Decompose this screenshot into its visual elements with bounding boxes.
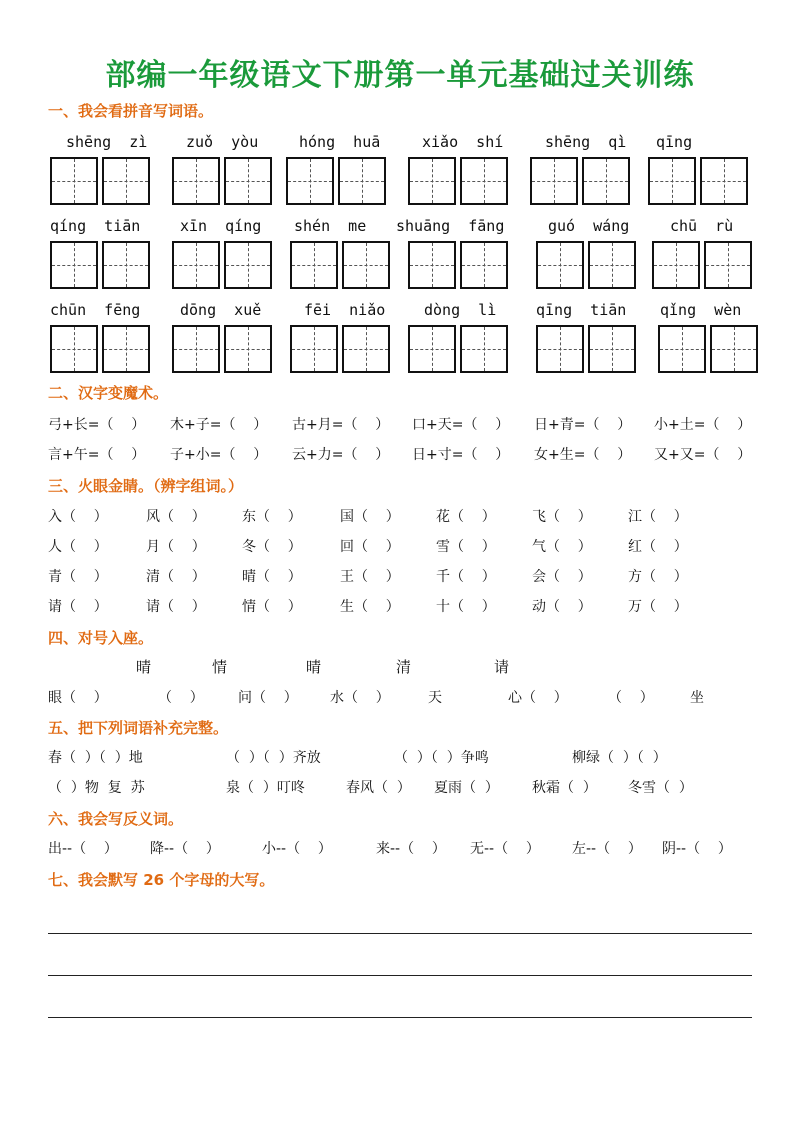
char-box[interactable] xyxy=(536,241,584,289)
antonym-item: 无--（ ） xyxy=(470,841,540,857)
distinguish-item: 雪（ ） xyxy=(436,539,496,555)
char-box[interactable] xyxy=(408,325,456,373)
char-box[interactable] xyxy=(460,241,508,289)
compose-item: 弓+长=（ ） xyxy=(48,417,146,433)
antonym-item: 小--（ ） xyxy=(262,841,332,857)
compose-item: 女+生=（ ） xyxy=(534,447,632,463)
section-2-heading: 二、汉字变魔术。 xyxy=(48,384,169,402)
char-box[interactable] xyxy=(102,157,150,205)
compose-item: 木+子=（ ） xyxy=(170,417,268,433)
pinyin-label: shuāng fāng xyxy=(396,217,505,235)
pinyin-label: dòng lì xyxy=(424,301,497,319)
distinguish-item: 国（ ） xyxy=(340,509,400,525)
distinguish-item: 入（ ） xyxy=(48,509,108,525)
char-box[interactable] xyxy=(338,157,386,205)
antonym-item: 左--（ ） xyxy=(572,841,642,857)
char-box-row-2 xyxy=(0,241,800,291)
page-title: 部编一年级语文下册第一单元基础过关训练 xyxy=(105,58,695,93)
fill-item: 天 xyxy=(428,690,442,706)
distinguish-item: 冬（ ） xyxy=(242,539,302,555)
char-box[interactable] xyxy=(224,157,272,205)
fill-item: 水（ ） xyxy=(330,690,390,706)
pinyin-label: shén me xyxy=(294,217,367,235)
distinguish-item: 动（ ） xyxy=(532,599,592,615)
char-box[interactable] xyxy=(102,241,150,289)
pinyin-label: dōng xuě xyxy=(180,301,262,319)
char-box[interactable] xyxy=(50,241,98,289)
pinyin-label: xiǎo shí xyxy=(422,133,504,151)
char-box[interactable] xyxy=(582,157,630,205)
pinyin-label: qǐng wèn xyxy=(660,301,742,319)
compose-item: 言+午=（ ） xyxy=(48,447,146,463)
idiom-item: （ ）（ ）争鸣 xyxy=(394,750,489,766)
pinyin-label: qīng xyxy=(656,133,693,151)
idiom-item: 春（ ）（ ）地 xyxy=(48,750,143,766)
distinguish-item: 请（ ） xyxy=(146,599,206,615)
idiom-item: 泉（ ）叮咚 xyxy=(226,780,305,796)
compose-item: 日+青=（ ） xyxy=(534,417,632,433)
compose-item: 古+月=（ ） xyxy=(292,417,390,433)
writing-line[interactable] xyxy=(48,1017,752,1018)
pinyin-label: qīng tiān xyxy=(536,301,627,319)
distinguish-item: 清（ ） xyxy=(146,569,206,585)
pinyin-label: chū rù xyxy=(670,217,734,235)
section-7-heading: 七、我会默写 26 个字母的大写。 xyxy=(48,871,275,889)
distinguish-item: 花（ ） xyxy=(436,509,496,525)
char-box[interactable] xyxy=(342,241,390,289)
distinguish-item: 会（ ） xyxy=(532,569,592,585)
char-box[interactable] xyxy=(658,325,706,373)
pinyin-label: fēi niǎo xyxy=(304,301,386,319)
idiom-item: 夏雨（ ） xyxy=(434,780,499,796)
char-box-row-1 xyxy=(0,157,800,207)
pinyin-label: guó wáng xyxy=(548,217,630,235)
distinguish-item: 请（ ） xyxy=(48,599,108,615)
section-6-heading: 六、我会写反义词。 xyxy=(48,810,184,828)
char-box[interactable] xyxy=(102,325,150,373)
distinguish-item: 生（ ） xyxy=(340,599,400,615)
antonym-item: 降--（ ） xyxy=(150,841,220,857)
char-box[interactable] xyxy=(172,157,220,205)
section-1-heading: 一、我会看拼音写词语。 xyxy=(48,102,214,120)
idiom-item: 柳绿（ ）（ ） xyxy=(572,750,667,766)
compose-item: 小+土=（ ） xyxy=(654,417,752,433)
writing-line[interactable] xyxy=(48,975,752,976)
antonym-item: 阴--（ ） xyxy=(662,841,732,857)
pinyin-row-3 xyxy=(0,301,800,323)
pinyin-label: zuǒ yòu xyxy=(186,133,259,151)
char-box[interactable] xyxy=(460,157,508,205)
pinyin-label: shēng zì xyxy=(66,133,148,151)
pinyin-label: qíng tiān xyxy=(50,217,141,235)
char-box[interactable] xyxy=(588,241,636,289)
pinyin-label: xīn qíng xyxy=(180,217,262,235)
fill-item: 眼（ ） xyxy=(48,690,108,706)
char-box-row-3 xyxy=(0,325,800,375)
pinyin-row-2 xyxy=(0,217,800,239)
char-box[interactable] xyxy=(172,325,220,373)
fill-item: 坐 xyxy=(690,690,704,706)
char-box[interactable] xyxy=(224,241,272,289)
char-box[interactable] xyxy=(408,157,456,205)
section-5-heading: 五、把下列词语补充完整。 xyxy=(48,719,229,737)
compose-item: 口+天=（ ） xyxy=(412,417,510,433)
writing-line[interactable] xyxy=(48,933,752,934)
distinguish-item: 气（ ） xyxy=(532,539,592,555)
idiom-item: 秋霜（ ） xyxy=(532,780,597,796)
char-box[interactable] xyxy=(652,241,700,289)
fill-item: 心（ ） xyxy=(508,690,568,706)
idiom-item: 冬雪（ ） xyxy=(628,780,693,796)
char-box[interactable] xyxy=(700,157,748,205)
distinguish-item: 月（ ） xyxy=(146,539,206,555)
distinguish-item: 方（ ） xyxy=(628,569,688,585)
char-box[interactable] xyxy=(50,157,98,205)
distinguish-item: 人（ ） xyxy=(48,539,108,555)
compose-item: 云+力=（ ） xyxy=(292,447,390,463)
char-box[interactable] xyxy=(648,157,696,205)
idiom-item: （ ）物 复 苏 xyxy=(48,780,145,796)
compose-item: 子+小=（ ） xyxy=(170,447,268,463)
char-box[interactable] xyxy=(286,157,334,205)
char-box[interactable] xyxy=(172,241,220,289)
section-3-heading: 三、火眼金睛。（辨字组词。） xyxy=(48,477,244,495)
char-box[interactable] xyxy=(536,325,584,373)
distinguish-item: 飞（ ） xyxy=(532,509,592,525)
word-option: 晴 xyxy=(306,658,322,676)
distinguish-item: 王（ ） xyxy=(340,569,400,585)
word-option: 清 xyxy=(396,658,412,676)
fill-item: 问（ ） xyxy=(238,690,298,706)
char-box[interactable] xyxy=(290,325,338,373)
pinyin-label: hóng huā xyxy=(299,133,381,151)
fill-item: （ ） xyxy=(608,690,654,706)
word-option: 晴 xyxy=(136,658,152,676)
char-box[interactable] xyxy=(50,325,98,373)
idiom-item: （ ）（ ）齐放 xyxy=(226,750,321,766)
distinguish-item: 东（ ） xyxy=(242,509,302,525)
pinyin-label: chūn fēng xyxy=(50,301,141,319)
distinguish-item: 江（ ） xyxy=(628,509,688,525)
distinguish-item: 晴（ ） xyxy=(242,569,302,585)
char-box[interactable] xyxy=(530,157,578,205)
distinguish-item: 青（ ） xyxy=(48,569,108,585)
compose-item: 又+又=（ ） xyxy=(654,447,752,463)
distinguish-item: 风（ ） xyxy=(146,509,206,525)
compose-item: 日+寸=（ ） xyxy=(412,447,510,463)
char-box[interactable] xyxy=(460,325,508,373)
distinguish-item: 十（ ） xyxy=(436,599,496,615)
distinguish-item: 红（ ） xyxy=(628,539,688,555)
char-box[interactable] xyxy=(704,241,752,289)
distinguish-item: 回（ ） xyxy=(340,539,400,555)
idiom-item: 春风（ ） xyxy=(346,780,411,796)
char-box[interactable] xyxy=(710,325,758,373)
char-box[interactable] xyxy=(408,241,456,289)
antonym-item: 来--（ ） xyxy=(376,841,446,857)
antonym-item: 出--（ ） xyxy=(48,841,118,857)
section-4-heading: 四、对号入座。 xyxy=(48,629,154,647)
distinguish-item: 万（ ） xyxy=(628,599,688,615)
char-box[interactable] xyxy=(290,241,338,289)
distinguish-item: 情（ ） xyxy=(242,599,302,615)
char-box[interactable] xyxy=(588,325,636,373)
pinyin-label: shēng qì xyxy=(545,133,627,151)
char-box[interactable] xyxy=(342,325,390,373)
char-box[interactable] xyxy=(224,325,272,373)
pinyin-row-1 xyxy=(0,133,800,155)
fill-item: （ ） xyxy=(158,690,204,706)
word-option: 情 xyxy=(212,658,228,676)
word-option: 请 xyxy=(494,658,510,676)
distinguish-item: 千（ ） xyxy=(436,569,496,585)
